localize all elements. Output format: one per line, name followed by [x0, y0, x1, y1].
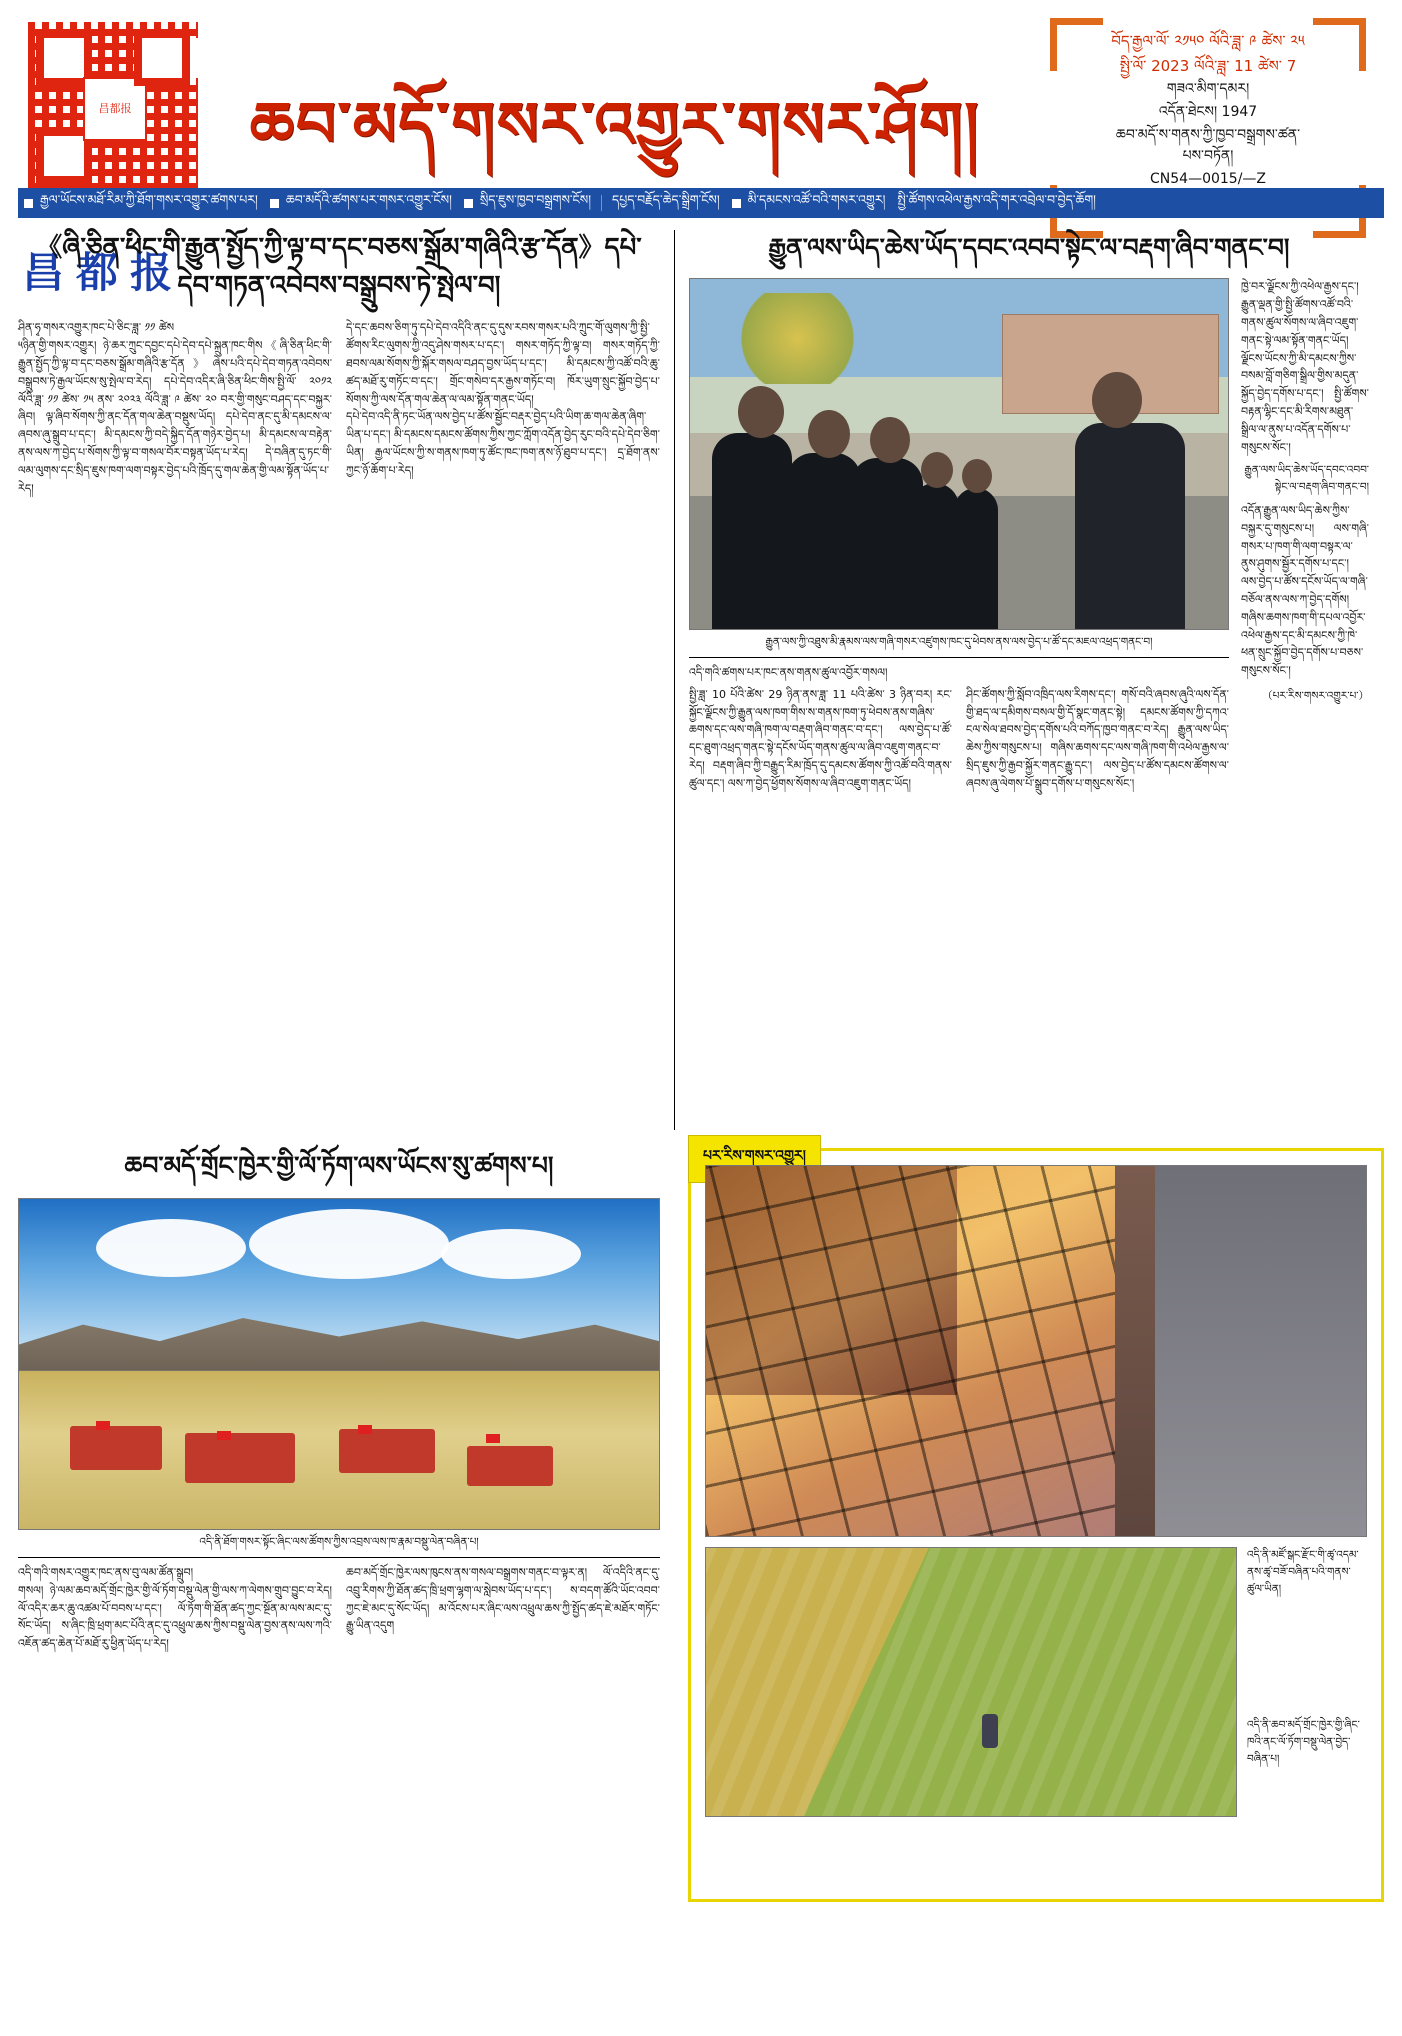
bottom-left-body-1: གསལ། ཉེ་ལམ་ཆབ་མདོ་གྲོང་ཁྱེར་གྱི་ལོ་ཏོག་བསྡུ་ལེན་གྱི་ལས་ཀ་ལེགས་གྲུབ་བྱུང་བ་རེད། ལོ་འདིར་ཆར་ཆུ་འཚམ་པོ་བབས་པ་དང་། ལོ་ཏོག་གི་ཐོན་ཚད་ཀྱང་སྔོན་མ་ལས་མང་དུ་སོང་ཡོད། ས་ཞིང་ཁྲི་ཕྲག་མང་པོའི་ནང་དུ་འཕྲུལ་ཆས་ཀྱིས་བསྡུ་ལེན་བྱས་ནས་ལས་ཀའི་འཇོན་ཚད་ཆེན་པོ་མཐོ་རུ་ཕྱིན་ཡོད་པ་རེད།: [18, 1583, 332, 1651]
photo-feature-box: [688, 1148, 1384, 1902]
article-left-column-2: [346, 319, 660, 497]
masthead-publisher: ཆབ་མདོ་ས་གནས་ཀྱི་ཁྱབ་བསྒྲགས་ཚན་པས་བཏོན།: [1115, 127, 1301, 164]
bottom-left-headline: ཆབ་མདོ་གྲོང་ཁྱེར་གྱི་ལོ་ཏོག་ལས་ཡོངས་སུ་ཚགས་པ།: [124, 1151, 554, 1180]
photo-feature-image-salt-pans: [705, 1165, 1367, 1537]
nav-item-label: ཆབ་མདོའི་ཚགས་པར་གསར་འགྱུར་ངོས།: [285, 191, 452, 207]
bullet-square-icon: [270, 199, 279, 208]
photo-feature-tag: པར་རིས་གསར་འགྱུར།: [688, 1135, 821, 1183]
bullet-square-icon: [732, 199, 741, 208]
article-right-dateline: འདི་གའི་ཚགས་པར་ཁང་ནས་གནས་ཚུལ་འབྱོར་གསལ།: [689, 666, 888, 679]
page-title-chinese: 昌都报: [22, 248, 185, 297]
nav-item-commentary[interactable]: [606, 186, 726, 221]
photo-feature-caption-1: འདི་ནི་མཛོ་སྒང་རྫོང་གི་ཚྭ་འདམ་ནས་ཚྭ་བཟོ་བཞིན་པའི་གནས་ཚུལ་ཡིན།: [1247, 1549, 1359, 1595]
bottom-left-dateline: འདི་གའི་གསར་འགྱུར་ཁང་ནས་བུ་ལམ་ཚོན་སྒྲུབ།: [18, 1566, 194, 1579]
section-nav-bar[interactable]: [18, 188, 1384, 218]
nav-item-label: སྤྱི་ཚོགས་འཕེལ་རྒྱས་འདི་གར་འབྲེལ་བ་བྱེད་ཆོག།: [897, 191, 1096, 207]
nav-item-national[interactable]: [18, 186, 264, 221]
photo-feature-caption-2: འདི་ནི་ཆབ་མདོ་གྲོང་ཁྱེར་གྱི་ཞིང་ཁའི་ནང་ལོ་ཏོག་བསྡུ་ལེན་བྱེད་བཞིན་པ།: [1247, 1719, 1360, 1765]
article-left-body-1: ༥ཉིན་གྱི་གསར་འགྱུར། ཉེ་ཆར་ཀྲུང་དབྱང་དཔེ་དེབ་དཔེ་སྐྲུན་ཁང་གིས《ཞི་ཅིན་ཕིང་གི་རྒྱུན་སྤྱོད་ཀྱི་ལྟ་བ་དང་བཅས་སྒྲོམ་གཞིའི་རྩ་དོན》ཞེས་པའི་དཔེ་དེབ་གཏན་འབེབས་བསྒྲུབས་ཏེ་རྒྱལ་ཡོངས་སུ་སྤེལ་བ་རེད། དཔེ་དེབ་འདིར་ཞི་ཅིན་ཕིང་གིས་སྤྱི་ལོ་ ༢༠༡༢ ལོའི་ཟླ་ ༡༡ ཚེས་ ༡༥ ནས་ ༢༠༢༣ ལོའི་ཟླ་ ༩ ཚེས་ ༢༠ བར་གྱི་གསུང་བཤད་དང་བསྐྱར་ཞིབ། ལྟ་ཞིབ་སོགས་ཀྱི་ནང་དོན་གལ་ཆེན་བསྡུས་ཡོད། དཔེ་དེབ་ནང་དུ་མི་དམངས་ལ་ཞབས་ཞུ་སྒྲུབ་པ་དང་། མི་དམངས་ཀྱི་བདེ་སྐྱིད་དོན་གཉེར་བྱེད་པ། མི་དམངས་ལ་བརྟེན་ནས་ལས་ཀ་བྱེད་པ་སོགས་ཀྱི་ལྟ་བ་གསལ་བོར་བསྟན་ཡོད་པ་རེད། དེ་བཞིན་དུ་ཏང་གི་ལམ་ལུགས་དང་སྲིད་ཇུས་ཁག་ལག་བསྟར་བྱེད་པའི་ཁྲོད་དུ་གལ་ཆེན་གྱི་ལམ་སྟོན་ཡོད་པ་རེད།: [18, 339, 332, 495]
main-content: [18, 230, 1384, 1902]
masthead-weekday: གཟའ་མིག་དམར།: [1166, 81, 1250, 97]
nav-item-policy[interactable]: [458, 186, 597, 221]
article-right-byline: （པར་རིས་གསར་འགྱུར་པ་）: [1262, 690, 1369, 703]
nav-divider: [601, 195, 602, 211]
article-right-body-3: ཁྱེ་བར་ལྗོངས་ཀྱི་འཕེལ་རྒྱས་དང་། རྒྱུན་ལྡན་གྱི་སྤྱི་ཚོགས་འཚོ་བའི་གནས་ཚུལ་སོགས་ལ་ཞིབ་འཇུག་གནང་སྟེ་ལམ་སྟོན་གནང་ཡོད། ལྗོངས་ཡོངས་ཀྱི་མི་དམངས་ཀྱིས་བསམ་བློ་གཅིག་སྒྲིལ་གྱིས་མདུན་སྐྱོད་བྱེད་དགོས་པ་དང་། སྤྱི་ཚོགས་བརྟན་ལྷིང་དང་མི་རིགས་མཐུན་སྒྲིལ་ལ་ནུས་པ་འདོན་དགོས་པ་གསུངས་སོང་།: [1241, 280, 1369, 454]
article-left-dateline: ཤིན་ཧྭ་གསར་འགྱུར་ཁང་པེ་ཅིང་ཟླ་ ༡༡ ཚེས: [18, 321, 175, 335]
nav-item-label: དཔྱད་བརྗོད་ཆེད་སྒྲིག་ངོས།: [611, 191, 720, 207]
masthead-gregorian-date: སྤྱི་ལོ་ 2023 ལོའི་ཟླ་ 11 ཚེས་ 7: [1119, 56, 1297, 75]
masthead-cn-code: CN54—0015/—Z: [1150, 171, 1266, 187]
ornament-corner-icon: [1313, 18, 1366, 71]
article-left-column-1: [18, 319, 332, 497]
article-right-body-2: ཤིང་ཚོགས་ཀྱི་སློབ་འཁྲིད་ལས་རིགས་དང་། གསོ་བའི་ཞབས་ཞུའི་ལས་དོན་གྱི་ཐད་ལ་དམིགས་བསལ་གྱི་དོ་སྣང་གནང་སྟེ། དམངས་ཚོགས་ཀྱི་དཀའ་ངལ་སེལ་ཐབས་བྱེད་དགོས་པའི་བཀོད་ཁྱབ་གནང་བ་རེད། རྒྱུན་ལས་ཡིད་ཆེས་ཀྱིས་གསུངས་པ། གཞིས་ཆགས་དང་ལས་གཞི་ཁག་གི་འཕེལ་རྒྱས་ལ་སྲིད་ཇུས་ཀྱི་རྒྱབ་སྐྱོར་གནང་རྒྱུ་དང་། ལས་བྱེད་པ་ཚོས་དམངས་ཚོགས་ལ་ཞབས་ཞུ་ལེགས་པོ་སྒྲུབ་དགོས་པ་གསུངས་སོང་།: [966, 687, 1229, 790]
article-right-headline: རྒྱུན་ལས་ཡིད་ཆེས་ཡོད་དབང་འབབ་སྟེང་ལ་བརྡག་ཞིབ་གནང་བ།: [768, 233, 1290, 262]
article-right-body-4: འདོན་རྒྱུན་ལས་ཡིད་ཆེས་ཀྱིས་བསྐྱར་དུ་གསུངས་པ། ལས་གཞི་གསར་པ་ཁག་གི་ལག་བསྟར་ལ་ནུས་ཤུགས་སྦྱོར་དགོས་པ་དང་། ལས་བྱེད་པ་ཚོས་དངོས་ཡོད་ལ་གཞི་བཅོལ་ནས་ལས་ཀ་བྱེད་དགོས། གཞིས་ཆགས་ཁག་གི་དཔལ་འབྱོར་འཕེལ་རྒྱས་དང་མི་དམངས་ཀྱི་ཁེ་ཕན་སྲུང་སྐྱོབ་བྱེད་དགོས་པ་བཅས་གསུངས་སོང་།: [1241, 503, 1369, 678]
article-right-photo-caption: རྒྱུན་ལས་ཀྱི་འཐུས་མི་རྣམས་ལས་གཞི་གསར་འཛུགས་ཁང་དུ་ཕེབས་ནས་ལས་བྱེད་པ་ཚོ་དང་མཇལ་འཕྲད་གནང་བ།: [765, 636, 1153, 649]
article-left-headline: 《ཞི་ཅིན་ཕིང་གི་རྒྱུན་སྤྱོད་ཀྱི་ལྟ་བ་དང་བཅས་སྒྲོམ་གཞིའི་རྩ་དོན》དཔེ་དེབ་གཏན་འབེབས་བསྒྲུབས་ཏེ་སྤེལ་བ།: [36, 233, 642, 301]
nav-item-label: རྒྱལ་ཡོངས་མཐོ་རིམ་ཀྱི་ཐོག་གསར་འགྱུར་ཚགས་པར།: [40, 191, 258, 207]
article-right-photo: [689, 278, 1229, 630]
photo-feature-image-barley-field: [705, 1547, 1237, 1817]
bottom-left-photo: [18, 1198, 660, 1530]
bottom-left-photo-caption: འདི་ནི་ཐོག་གསར་སྟོང་ཞིང་ལས་ཚོགས་ཀྱིས་འབྲས་ལས་ཁ་རྣམ་བསྡུ་ལེན་བཞིན་པ།: [199, 1536, 479, 1549]
article-left-body-2: དེ་དང་ཆབས་ཅིག་ཏུ་དཔེ་དེབ་འདིའི་ནང་དུ་དུས་རབས་གསར་པའི་ཀྲུང་གོ་ལུགས་ཀྱི་སྤྱི་ཚོགས་རིང་ལུགས་ཀྱི་འདུ་ཤེས་གསར་པ་དང་། གསར་གཏོད་ཀྱི་ལྟ་བ། གསར་གཏོད་ཀྱི་ཐབས་ལམ་སོགས་ཀྱི་སྐོར་གསལ་བཤད་བྱས་ཡོད་པ་དང་། མི་དམངས་ཀྱི་འཚོ་བའི་ཆུ་ཚད་མཐོ་རུ་གཏོང་བ་དང་། གྲོང་གསེབ་དར་རྒྱས་གཏོང་བ། ཁོར་ཡུག་སྲུང་སྐྱོབ་བྱེད་པ་སོགས་ཀྱི་ལས་དོན་གལ་ཆེན་ལ་ལམ་སྟོན་གནང་ཡོད།: [346, 321, 660, 406]
bottom-left-body-2: ཆབ་མདོ་གྲོང་ཁྱེར་ལས་ཁུངས་ནས་གསལ་བསྒྲགས་གནང་བ་ལྟར་ན། ལོ་འདིའི་ནང་དུ་འབྲུ་རིགས་ཀྱི་ཐོན་ཚད་ཁྲི་ཕྲག་ལྷག་ལ་སླེབས་ཡོད་པ་དང་། ས་བདག་ཚོའི་ཡོང་འབབ་ཀྱང་ཇེ་མང་དུ་སོང་ཡོད། མ་འོངས་པར་ཞིང་ལས་འཕྲུལ་ཆས་ཀྱི་སྤྱོད་ཚད་ཇེ་མཐོར་གཏོང་རྒྱུ་ཡིན་འདུག: [346, 1566, 660, 1633]
article-right: [689, 230, 1369, 1130]
nav-item-contact[interactable]: [891, 186, 1102, 221]
masthead-tibetan-date: བོད་རྒྱལ་ལོ་ ༢༡༥༠ ལོའི་ཟླ་ ༩ ཚེས་ ༢༥: [1111, 32, 1305, 50]
nav-item-label: སྲིད་ཇུས་ཁྱབ་བསྒྲགས་ངོས།: [479, 191, 591, 207]
article-right-body-1: སྤྱི་ཟླ་ 10 པོའི་ཚེས་ 29 ཉིན་ནས་ཟླ་ 11 པའི་ཚེས་ 3 ཉིན་བར། རང་སྐྱོང་ལྗོངས་ཀྱི་རྒྱུན་ལས་ཁག་གིས་ས་གནས་ཁག་ཏུ་ཕེབས་ནས་གཞིས་ཆགས་དང་ལས་གཞི་ཁག་ལ་བརྡག་ཞིབ་གནང་བ་དང་། ལས་བྱེད་པ་ཚོ་དང་ཐུག་འཕྲད་གནང་སྟེ་དངོས་ཡོད་གནས་ཚུལ་ལ་ཞིབ་འཇུག་གནང་བ་རེད། བརྡག་ཞིབ་ཀྱི་བརྒྱུད་རིམ་ཁྲོད་དུ་དམངས་ཚོགས་ཀྱི་འཚོ་བའི་གནས་ཚུལ་དང་། ལས་ཀ་བྱེད་ཕྱོགས་སོགས་ལ་ཞིབ་འཇུག་གནང་ཡོད།: [689, 687, 952, 790]
article-left: [18, 230, 660, 1130]
nav-item-label: མི་དམངས་འཚོ་བའི་གསར་འགྱུར།: [747, 191, 886, 207]
qr-center-label: 昌都报: [83, 77, 147, 141]
column-divider: [674, 230, 675, 1130]
nav-item-local-news[interactable]: [264, 186, 458, 221]
article-right-subhead: རྒྱུན་ལས་ཡིད་ཆེས་ཡོད་དབང་འབབ་སྟེང་ལ་བརྡག་ཞིབ་གནང་བ།: [1244, 464, 1369, 494]
qr-code[interactable]: [28, 22, 198, 192]
bullet-square-icon: [464, 199, 473, 208]
nav-item-livelihood[interactable]: [726, 186, 892, 221]
page-title: ཆབ་མདོ་གསར་འགྱུར་གསར་ཤོག།: [249, 88, 981, 161]
article-left-body-3: དཔེ་དེབ་འདི་ནི་ཏང་ཡོན་ལས་བྱེད་པ་ཚོས་སྦྱོང་བརྡར་བྱེད་པའི་ཡིག་ཆ་གལ་ཆེན་ཞིག་ཡིན་པ་དང་། མི་དམངས་དམངས་ཚོགས་ཀྱིས་ཀྱང་ཀློག་འདོན་བྱེད་རུང་བའི་དཔེ་དེབ་ཅིག་ཡིན། རྒྱལ་ཡོངས་ཀྱི་ས་གནས་ཁག་ཏུ་ཚོང་ཁང་ཁག་ནས་ཉོ་ཐུབ་པ་དང་། དྲ་ཐོག་ནས་ཀྱང་ཉོ་ཆོག་པ་རེད།: [346, 410, 660, 477]
article-bottom-left: [18, 1148, 660, 1902]
ornament-corner-icon: [1050, 18, 1103, 71]
masthead-issue-number: འདོན་ཐེངས། 1947: [1158, 104, 1258, 120]
bullet-square-icon: [24, 199, 33, 208]
photo-feature-box-wrap: [688, 1148, 1384, 1902]
